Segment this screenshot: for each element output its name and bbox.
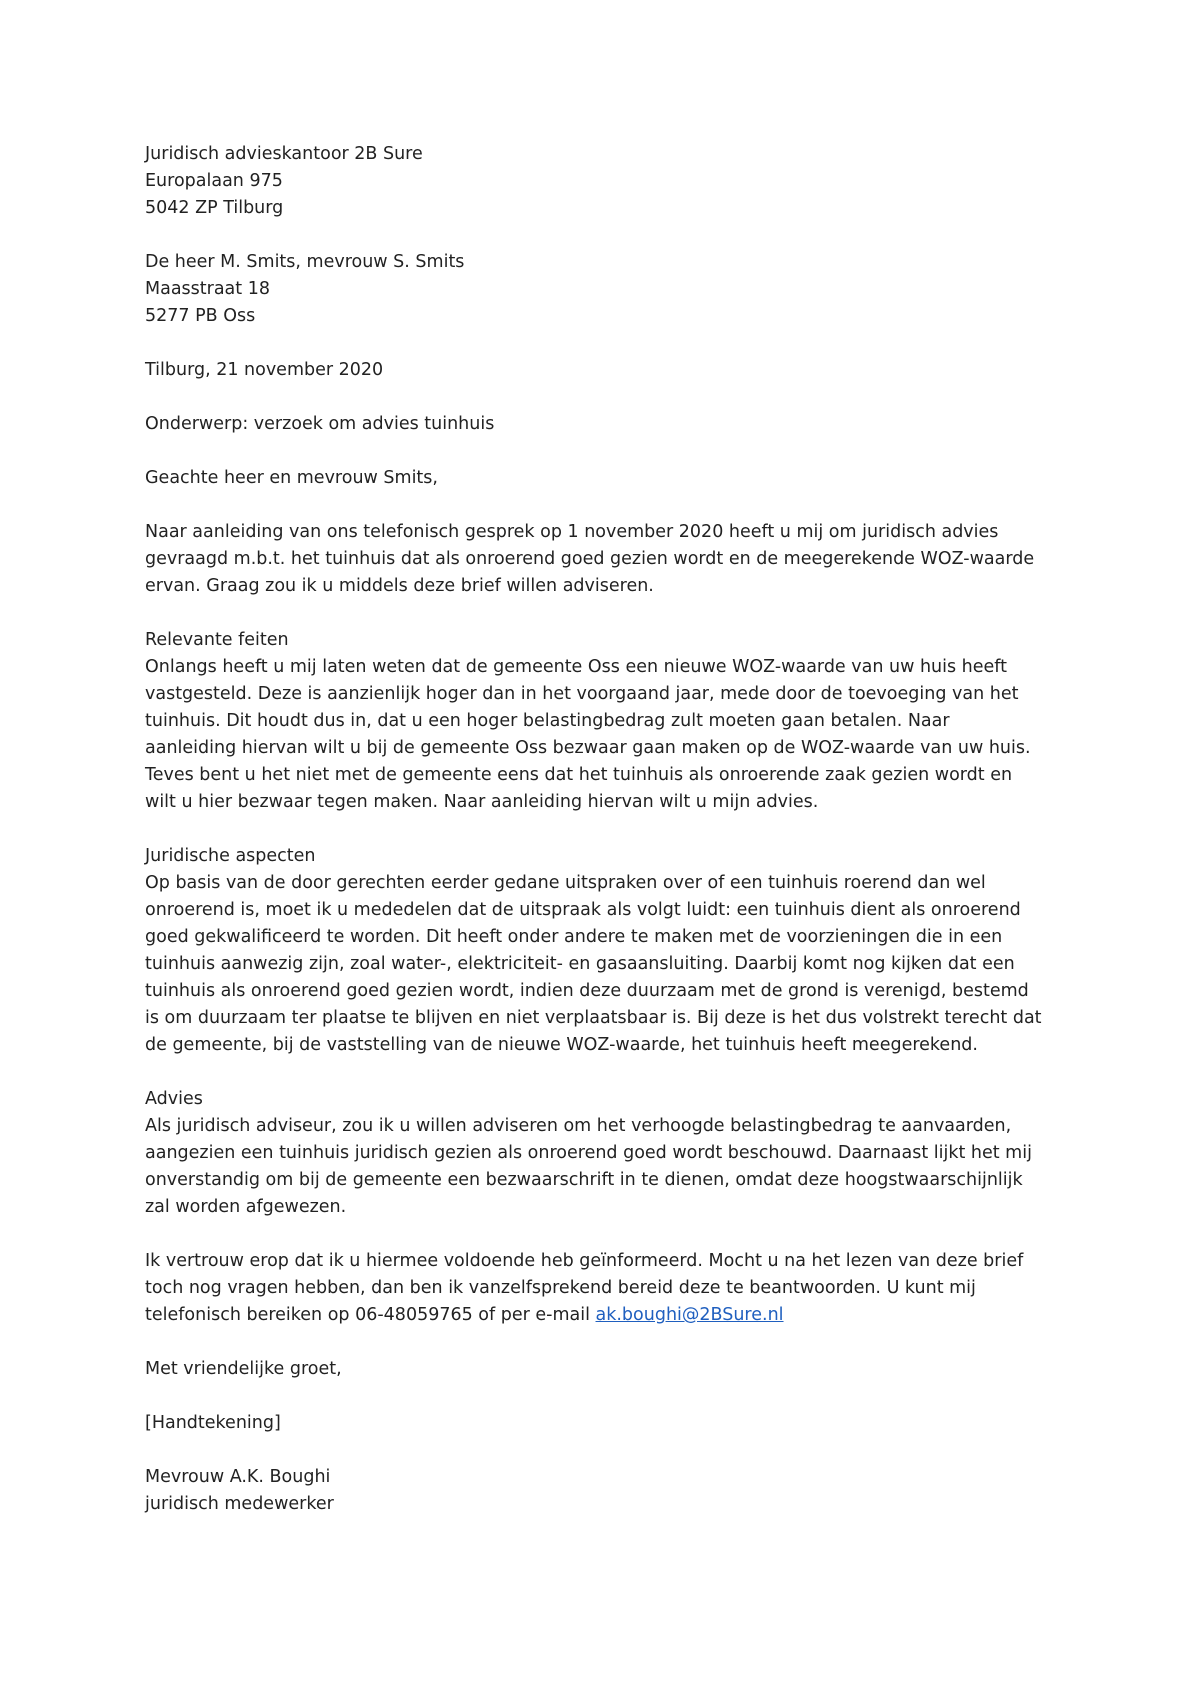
recipient-name: De heer M. Smits, mevrouw S. Smits [145,252,465,272]
paragraph-line: gevraagd m.b.t. het tuinhuis dat als onroerend goed gezien wordt en de meegerekende WOZ-waarde [145,549,1035,569]
paragraph-line: Ik vertrouw erop dat ik u hiermee voldoende heb geïnformeerd. Mocht u na het lezen van deze brief [145,1251,1024,1271]
paragraph-line: ervan. Graag zou ik u middels deze brief willen adviseren. [145,576,654,596]
paragraph-line: zal worden afgewezen. [145,1197,347,1217]
facts-section [145,627,1075,816]
paragraph-line: Teves bent u het niet met de gemeente eens dat het tuinhuis als onroerende zaak gezien wordt en [145,765,1013,785]
paragraph-line: tuinhuis aanwezig zijn, zoal water-, elektriciteit- en gasaansluiting. Daarbij komt nog kijken dat een [145,954,1015,974]
section-heading: Juridische aspecten [145,846,316,866]
signature-placeholder: [Handtekening] [145,1413,281,1433]
paragraph-line: onverstandig om bij de gemeente een bezwaarschrift in te dienen, omdat deze hoogstwaarschijnlijk [145,1170,1023,1190]
sender-name: Juridisch advieskantoor 2B Sure [145,144,423,164]
paragraph-line: vastgesteld. Deze is aanzienlijk hoger dan in het voorgaand jaar, mede door de toevoeging van het [145,684,1019,704]
paragraph-line: Onlangs heeft u mij laten weten dat de gemeente Oss een nieuwe WOZ-waarde van uw huis heeft [145,657,1008,677]
email-link[interactable]: ak.boughi@2BSure.nl [595,1305,784,1325]
contact-line [145,1302,1075,1329]
date-line: Tilburg, 21 november 2020 [145,360,384,380]
paragraph-line: wilt u hier bezwaar tegen maken. Naar aanleiding hiervan wilt u mijn advies. [145,792,819,812]
sender-address [145,141,1075,222]
sender-postal-city: 5042 ZP Tilburg [145,198,284,218]
paragraph-line: aanleiding hiervan wilt u bij de gemeente Oss bezwaar gaan maken op de WOZ-waarde van uw huis. [145,738,1031,758]
salutation: Geachte heer en mevrouw Smits, [145,468,438,488]
letter-page [145,141,1075,1518]
paragraph-line: de gemeente, bij de vaststelling van de nieuwe WOZ-waarde, het tuinhuis heeft meegerekend. [145,1035,978,1055]
paragraph-line: Als juridisch adviseur, zou ik u willen adviseren om het verhoogde belastingbedrag te aanvaarden, [145,1116,1012,1136]
paragraph-line: tuinhuis als onroerend goed gezien wordt, indien deze duurzaam met de grond is verenigd, bestemd [145,981,1029,1001]
recipient-street: Maasstraat 18 [145,279,270,299]
paragraph-line: goed gekwalificeerd te worden. Dit heeft onder andere te maken met de voorzieningen die in een [145,927,1003,947]
paragraph-line: onroerend is, moet ik u mededelen dat de uitspraak als volgt luidt: een tuinhuis dient als onroerend [145,900,1021,920]
subject-line: Onderwerp: verzoek om advies tuinhuis [145,414,495,434]
paragraph-line: is om duurzaam ter plaatse te blijven en niet verplaatsbaar is. Bij deze is het dus volstrekt terecht dat [145,1008,1042,1028]
advice-section [145,1086,1075,1221]
paragraph-line: Naar aanleiding van ons telefonisch gesprek op 1 november 2020 heeft u mij om juridisch advies [145,522,999,542]
recipient-postal-city: 5277 PB Oss [145,306,256,326]
contact-text: telefonisch bereiken op 06-48059765 of per e-mail [145,1305,596,1325]
signer-block [145,1464,1075,1518]
closing-paragraph [145,1248,1075,1329]
section-heading: Relevante feiten [145,630,289,650]
paragraph-line: Op basis van de door gerechten eerder gedane uitspraken over of een tuinhuis roerend dan wel [145,873,986,893]
legal-section [145,843,1075,1059]
section-heading: Advies [145,1089,203,1109]
signer-role: juridisch medewerker [145,1494,334,1514]
sender-street: Europalaan 975 [145,171,283,191]
paragraph-line: toch nog vragen hebben, dan ben ik vanzelfsprekend bereid deze te beantwoorden. U kunt mij [145,1278,976,1298]
intro-paragraph [145,519,1075,600]
paragraph-line: tuinhuis. Dit houdt dus in, dat u een hoger belastingbedrag zult moeten gaan betalen. Naar [145,711,950,731]
paragraph-line: aangezien een tuinhuis juridisch gezien als onroerend goed wordt beschouwd. Daarnaast lijkt het mij [145,1143,1032,1163]
regards: Met vriendelijke groet, [145,1359,342,1379]
signer-name: Mevrouw A.K. Boughi [145,1467,331,1487]
recipient-address [145,249,1075,330]
